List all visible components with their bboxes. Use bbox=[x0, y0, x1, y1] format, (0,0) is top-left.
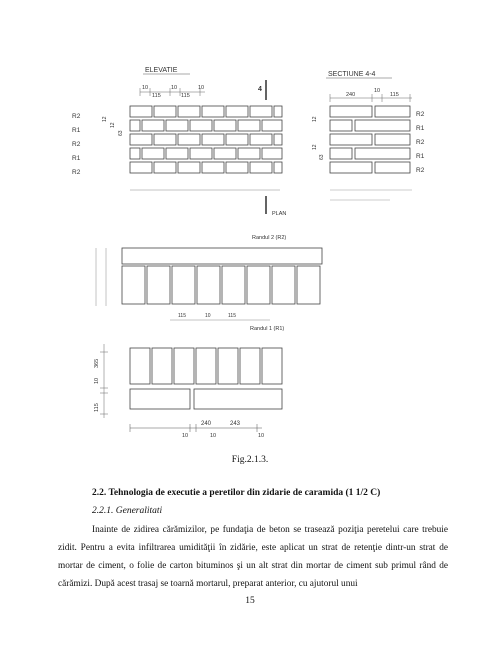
row-label-right-2: R1 bbox=[416, 125, 425, 132]
bottom-dimension-line bbox=[130, 424, 262, 432]
elevation-brick bbox=[238, 148, 260, 159]
figure-caption: Fig.2.1.3. bbox=[231, 455, 269, 465]
elevation-brick bbox=[154, 134, 176, 145]
section-brick bbox=[355, 148, 410, 159]
elevation-brick bbox=[262, 120, 282, 131]
elevation-brick bbox=[130, 134, 152, 145]
section-brick bbox=[375, 134, 410, 145]
section-brick bbox=[330, 106, 372, 117]
row-label-left-5: R2 bbox=[72, 169, 81, 176]
vertical-dim-right-3: 63 bbox=[319, 154, 325, 160]
plan-lower-header-brick bbox=[196, 348, 216, 384]
section-dimension-line bbox=[330, 94, 412, 102]
section-dim-240: 240 bbox=[346, 92, 356, 98]
plan-lower-header-brick bbox=[174, 348, 194, 384]
elevation-brick bbox=[262, 148, 282, 159]
section-brick bbox=[330, 162, 372, 173]
row-label-right-5: R2 bbox=[416, 167, 425, 174]
vertical-dim-left-2: 12 bbox=[110, 122, 116, 128]
top-dim-3: 10 bbox=[171, 85, 178, 91]
vertical-dim-left-1: 12 bbox=[102, 116, 108, 122]
elevation-brick bbox=[178, 134, 200, 145]
elevation-brick bbox=[274, 162, 282, 173]
section-title: SECTIUNE 4-4 bbox=[328, 71, 376, 78]
plan-lower-header-brick bbox=[130, 348, 150, 384]
elevation-brick bbox=[130, 162, 152, 173]
plan-layer-2-label: Randul 2 (R2) bbox=[252, 235, 287, 241]
plan-upper-header-brick bbox=[172, 266, 195, 304]
plan-lower-header-brick bbox=[218, 348, 238, 384]
top-dim-4: 115 bbox=[181, 93, 190, 99]
elevation-brick bbox=[274, 134, 282, 145]
elevation-brick bbox=[190, 120, 212, 131]
page-number: 15 bbox=[245, 596, 255, 606]
bottom-tick-1: 10 bbox=[182, 433, 189, 439]
side-dim-115: 115 bbox=[94, 403, 100, 412]
top-dim-1: 10 bbox=[142, 85, 149, 91]
plan-upper-header-brick bbox=[147, 266, 170, 304]
section-brick-wall bbox=[330, 106, 410, 173]
section-bottom-dims bbox=[330, 190, 412, 200]
section-brick bbox=[330, 120, 352, 131]
elevation-brick bbox=[202, 106, 224, 117]
plan-lower-header-brick bbox=[240, 348, 260, 384]
section-brick bbox=[330, 148, 352, 159]
elevation-brick bbox=[250, 106, 272, 117]
section-dim-10: 10 bbox=[374, 88, 381, 94]
elevation-brick bbox=[166, 120, 188, 131]
plan-lower-stretcher-brick bbox=[130, 389, 190, 409]
elevation-brick bbox=[202, 134, 224, 145]
row-label-left-2: R1 bbox=[72, 127, 81, 134]
elevation-brick bbox=[226, 162, 248, 173]
row-label-left-4: R1 bbox=[72, 155, 81, 162]
bottom-tick-3: 10 bbox=[258, 433, 265, 439]
plan-upper-header-brick bbox=[297, 266, 320, 304]
elevation-brick bbox=[166, 148, 188, 159]
plan-layer-1-label: Randul 1 (R1) bbox=[250, 326, 285, 332]
vertical-dim-right-1: 12 bbox=[312, 116, 318, 122]
elevation-brick bbox=[154, 106, 176, 117]
vertical-dim-left-3: 63 bbox=[118, 130, 124, 136]
elevation-brick bbox=[250, 162, 272, 173]
bottom-dim-243: 243 bbox=[230, 421, 241, 427]
section-brick bbox=[355, 120, 410, 131]
plan-upper-header-brick bbox=[272, 266, 295, 304]
row-label-right-3: R2 bbox=[416, 139, 425, 146]
elevation-brick bbox=[226, 134, 248, 145]
elevation-brick bbox=[130, 148, 140, 159]
elevation-brick bbox=[226, 106, 248, 117]
subsection-heading: 2.2.1. Generalitati bbox=[92, 506, 163, 516]
plan-upper-header-brick bbox=[197, 266, 220, 304]
plan-mid-dim-2: 10 bbox=[205, 313, 211, 319]
section-brick bbox=[375, 162, 410, 173]
section-heading: 2.2. Tehnologia de executie a peretilor din zidarie de caramida (1 1/2 C) bbox=[92, 488, 381, 498]
side-dim-10: 10 bbox=[94, 377, 100, 384]
plan-lower-stretcher-brick bbox=[194, 389, 282, 409]
elevation-brick bbox=[130, 106, 152, 117]
elevation-brick bbox=[130, 120, 140, 131]
section-brick bbox=[375, 106, 410, 117]
plan-upper-side-dims bbox=[96, 248, 106, 306]
plan-mid-dim-3: 115 bbox=[228, 313, 236, 319]
plan-upper-top-brick bbox=[122, 248, 322, 264]
vertical-dim-right-2: 12 bbox=[312, 144, 318, 150]
plan-mid-dim-1: 115 bbox=[178, 313, 186, 319]
body-paragraph: Inainte de zidirea cărămizilor, pe fundaţia de beton se trasează poziţia peretelui care trebuie zidit. Pentru a evita infiltrarea umidităţii în zidărie, este aplicat un strat de retenţie dintr-un strat de mortar de ciment, o folie de carton bituminos şi un alt strat din mortar de ciment sub primul rând de cărămizi. După acest trasaj se toarnă mortarul, preparat anterior, cu ajutorul unui bbox=[58, 525, 448, 589]
elevation-brick bbox=[250, 134, 272, 145]
elevation-title: ELEVATIE bbox=[145, 67, 178, 74]
plan-label: PLAN bbox=[272, 211, 287, 217]
elevation-brick bbox=[202, 162, 224, 173]
elevation-brick bbox=[214, 148, 236, 159]
plan-upper-header-brick bbox=[122, 266, 145, 304]
row-label-right-1: R2 bbox=[416, 111, 425, 118]
elevation-brick-wall bbox=[130, 106, 282, 173]
elevation-brick bbox=[238, 120, 260, 131]
top-dim-5: 10 bbox=[198, 85, 205, 91]
section-marker-label: 4 bbox=[258, 86, 262, 93]
section-dim-115: 115 bbox=[390, 92, 399, 98]
side-dim-365: 365 bbox=[94, 358, 100, 368]
elevation-brick bbox=[274, 106, 282, 117]
plan-upper-course bbox=[122, 248, 322, 304]
elevation-brick bbox=[142, 148, 164, 159]
elevation-brick bbox=[190, 148, 212, 159]
elevation-brick bbox=[178, 162, 200, 173]
bottom-tick-2: 10 bbox=[210, 433, 217, 439]
elevation-brick bbox=[214, 120, 236, 131]
row-label-left-3: R2 bbox=[72, 141, 81, 148]
bottom-dim-240: 240 bbox=[201, 421, 212, 427]
row-label-left-1: R2 bbox=[72, 113, 81, 120]
plan-lower-course bbox=[130, 348, 282, 409]
elevation-brick bbox=[178, 106, 200, 117]
plan-upper-header-brick bbox=[222, 266, 245, 304]
section-brick bbox=[330, 134, 372, 145]
plan-lower-header-brick bbox=[262, 348, 282, 384]
top-dim-2: 115 bbox=[152, 93, 161, 99]
row-label-right-4: R1 bbox=[416, 153, 425, 160]
elevation-brick bbox=[154, 162, 176, 173]
elevation-brick bbox=[142, 120, 164, 131]
plan-lower-header-brick bbox=[152, 348, 172, 384]
plan-upper-header-brick bbox=[247, 266, 270, 304]
